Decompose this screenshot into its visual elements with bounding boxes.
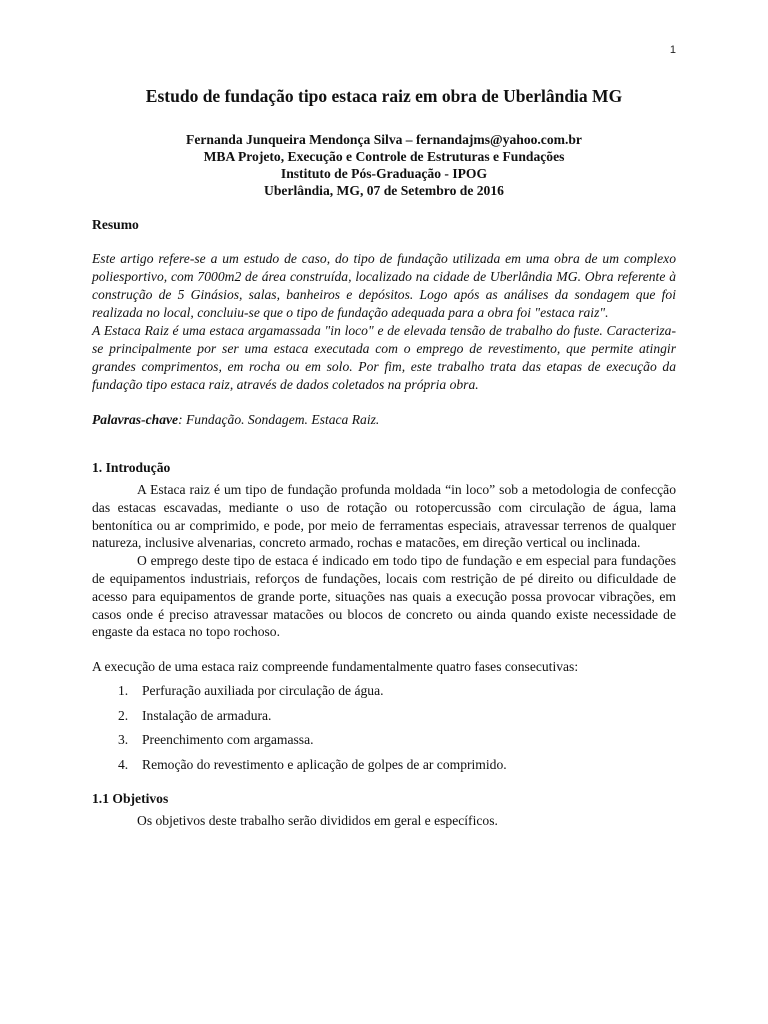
list-item-number: 1. — [118, 683, 129, 699]
abstract-paragraph: A Estaca Raiz é uma estaca argamassada "in loco" e de elevada tensão de trabalho do fuste. Caracteriza-se principalmente por ser uma estaca executada com o emprego de revestimento, que permite atingir grandes comprimentos, em rocha ou em solo. Por fim, este trabalho trata das etapas de execução da fundação tipo estaca raiz, através de dados coletados na própria obra. — [92, 323, 676, 392]
list-item — [92, 682, 676, 707]
list-item-text: Remoção do revestimento e aplicação de golpes de ar comprimido. — [142, 756, 507, 772]
list-item — [92, 731, 676, 756]
keywords-label: Palavras-chave — [92, 412, 179, 427]
author-course: MBA Projeto, Execução e Controle de Estruturas e Fundações — [203, 149, 565, 164]
author-block — [92, 131, 676, 199]
paper-title: Estudo de fundação tipo estaca raiz em obra de Uberlândia MG — [145, 86, 623, 106]
author-institution: Instituto de Pós-Graduação - IPOG — [280, 166, 488, 181]
page-content — [92, 85, 676, 829]
page-number: 1 — [669, 44, 676, 56]
abstract-paragraph: Este artigo refere-se a um estudo de caso, do tipo de fundação utilizada em uma obra de um complexo poliesportivo, com 7000m2 de área construída, localizado na cidade de Uberlândia MG. Obra referente à construção de 5 Ginásios, salas, banheiros e depósitos. Logo após as análises da sondagem que foi realizada no local, concluiu-se que o tipo de fundação adequada para a obra foi "estaca raiz". — [92, 251, 676, 320]
introduction-paragraph: O emprego deste tipo de estaca é indicado em todo tipo de fundação e em especial para fundações de equipamentos industriais, reforços de fundações, locais com restrição de pé direito ou dificuldade de acesso para equipamentos de grande porte, situações nas quais a execução possa provocar vibrações, em casos onde é preciso atravessar matacões ou blocos de concreto ou ainda quando existe necessidade de engaste da estaca no topo rochoso. — [92, 553, 676, 640]
objectives-heading: 1.1 Objetivos — [92, 791, 169, 807]
abstract-body — [92, 250, 676, 394]
introduction-paragraph: A Estaca raiz é um tipo de fundação profunda moldada “in loco” sob a metodologia de confecção das estacas escavadas, mediante o uso de rotação ou rotopercussão com circulação de água, lama bentonítica ou ar comprimido, e pode, por meio de ferramentas especiais, atravessar terrenos de qualquer natureza, inclusive alvenarias, concreto armado, rochas e matacões, em direção vertical ou inclinada. — [92, 482, 676, 551]
list-item-text: Perfuração auxiliada por circulação de água. — [142, 683, 384, 699]
list-item-number: 2. — [118, 707, 129, 723]
abstract-heading: Resumo — [92, 217, 139, 232]
list-item-number: 4. — [118, 756, 129, 772]
keywords — [92, 411, 676, 429]
author-name-email: Fernanda Junqueira Mendonça Silva – fernandajms@yahoo.com.br — [186, 132, 582, 147]
introduction-heading: 1. Introdução — [92, 460, 171, 475]
author-place-date: Uberlândia, MG, 07 de Setembro de 2016 — [264, 183, 504, 198]
phases-intro: A execução de uma estaca raiz compreende fundamentalmente quatro fases consecutivas: — [92, 659, 579, 675]
list-item — [92, 756, 676, 781]
list-item — [92, 707, 676, 732]
list-item-text: Preenchimento com argamassa. — [142, 732, 314, 748]
keywords-text: : Fundação. Sondagem. Estaca Raiz. — [178, 412, 380, 427]
objectives-paragraph: Os objetivos deste trabalho serão divididos em geral e específicos. — [137, 813, 498, 829]
phases-list — [92, 682, 676, 780]
list-item-number: 3. — [118, 732, 129, 748]
list-item-text: Instalação de armadura. — [142, 707, 272, 723]
